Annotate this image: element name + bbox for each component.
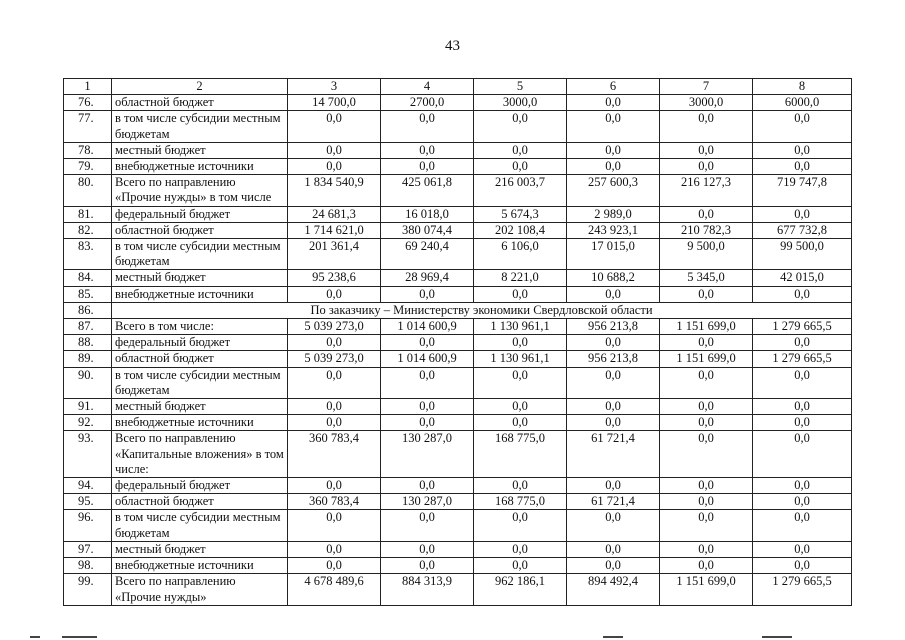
- header-cell: 3: [288, 79, 381, 95]
- table-body: [64, 79, 852, 606]
- table-row: [64, 335, 852, 351]
- header-cell: 6: [567, 79, 660, 95]
- row-label-cell: внебюджетные источники: [112, 415, 288, 431]
- value-cell: 0,0: [474, 335, 567, 351]
- value-cell: 0,0: [381, 558, 474, 574]
- row-label-cell: областной бюджет: [112, 95, 288, 111]
- value-cell: 1 279 665,5: [753, 351, 852, 367]
- row-label-cell: местный бюджет: [112, 541, 288, 557]
- value-cell: 5 039 273,0: [288, 351, 381, 367]
- value-cell: 2 989,0: [567, 206, 660, 222]
- value-cell: 0,0: [660, 541, 753, 557]
- value-cell: 0,0: [474, 367, 567, 398]
- value-cell: 8 221,0: [474, 270, 567, 286]
- value-cell: 0,0: [660, 367, 753, 398]
- value-cell: 1 014 600,9: [381, 351, 474, 367]
- row-label-cell: областной бюджет: [112, 222, 288, 238]
- value-cell: 0,0: [567, 541, 660, 557]
- header-cell: 8: [753, 79, 852, 95]
- value-cell: 0,0: [567, 367, 660, 398]
- value-cell: 0,0: [381, 415, 474, 431]
- value-cell: 0,0: [288, 415, 381, 431]
- value-cell: 42 015,0: [753, 270, 852, 286]
- value-cell: 5 039 273,0: [288, 319, 381, 335]
- row-label-cell: в том числе субсидии местным бюджетам: [112, 239, 288, 270]
- value-cell: 5 345,0: [660, 270, 753, 286]
- section-title-cell: По заказчику – Министерству экономики Свердловской области: [112, 302, 852, 318]
- table-row: [64, 415, 852, 431]
- value-cell: 0,0: [660, 206, 753, 222]
- value-cell: 0,0: [753, 286, 852, 302]
- header-cell: 5: [474, 79, 567, 95]
- row-label-cell: федеральный бюджет: [112, 206, 288, 222]
- value-cell: 0,0: [753, 478, 852, 494]
- value-cell: 216 127,3: [660, 175, 753, 206]
- table-row: [64, 111, 852, 142]
- row-number-cell: 97.: [64, 541, 112, 557]
- value-cell: 130 287,0: [381, 431, 474, 478]
- value-cell: 0,0: [567, 95, 660, 111]
- value-cell: 0,0: [288, 142, 381, 158]
- value-cell: 0,0: [567, 335, 660, 351]
- row-number-cell: 95.: [64, 494, 112, 510]
- row-number-cell: 79.: [64, 159, 112, 175]
- value-cell: 202 108,4: [474, 222, 567, 238]
- row-label-cell: в том числе субсидии местным бюджетам: [112, 367, 288, 398]
- table-row: [64, 142, 852, 158]
- value-cell: 0,0: [660, 286, 753, 302]
- value-cell: 4 678 489,6: [288, 574, 381, 605]
- row-label-cell: местный бюджет: [112, 142, 288, 158]
- table-row: [64, 399, 852, 415]
- page-number: 43: [445, 38, 460, 54]
- value-cell: 0,0: [288, 478, 381, 494]
- value-cell: 0,0: [753, 142, 852, 158]
- value-cell: 1 014 600,9: [381, 319, 474, 335]
- value-cell: 0,0: [567, 142, 660, 158]
- value-cell: 0,0: [474, 510, 567, 541]
- value-cell: 6 106,0: [474, 239, 567, 270]
- row-label-cell: местный бюджет: [112, 399, 288, 415]
- value-cell: 0,0: [288, 159, 381, 175]
- value-cell: 0,0: [381, 367, 474, 398]
- value-cell: 216 003,7: [474, 175, 567, 206]
- value-cell: 719 747,8: [753, 175, 852, 206]
- value-cell: 0,0: [474, 111, 567, 142]
- value-cell: 894 492,4: [567, 574, 660, 605]
- value-cell: 0,0: [381, 478, 474, 494]
- row-label-cell: Всего по направлению «Прочие нужды» в том числе: [112, 175, 288, 206]
- value-cell: 0,0: [567, 558, 660, 574]
- value-cell: 0,0: [288, 286, 381, 302]
- row-label-cell: федеральный бюджет: [112, 335, 288, 351]
- value-cell: 0,0: [753, 541, 852, 557]
- row-number-cell: 93.: [64, 431, 112, 478]
- value-cell: 0,0: [660, 510, 753, 541]
- value-cell: 0,0: [474, 541, 567, 557]
- table-row: [64, 270, 852, 286]
- value-cell: 0,0: [381, 335, 474, 351]
- row-label-cell: внебюджетные источники: [112, 558, 288, 574]
- row-number-cell: 88.: [64, 335, 112, 351]
- row-number-cell: 76.: [64, 95, 112, 111]
- value-cell: 0,0: [288, 558, 381, 574]
- value-cell: 956 213,8: [567, 319, 660, 335]
- value-cell: 956 213,8: [567, 351, 660, 367]
- row-number-cell: 98.: [64, 558, 112, 574]
- value-cell: 962 186,1: [474, 574, 567, 605]
- value-cell: 0,0: [288, 541, 381, 557]
- table-header-row: [64, 79, 852, 95]
- value-cell: 5 674,3: [474, 206, 567, 222]
- value-cell: 0,0: [660, 431, 753, 478]
- value-cell: 16 018,0: [381, 206, 474, 222]
- row-number-cell: 84.: [64, 270, 112, 286]
- value-cell: 1 151 699,0: [660, 319, 753, 335]
- value-cell: 1 151 699,0: [660, 574, 753, 605]
- value-cell: 677 732,8: [753, 222, 852, 238]
- row-number-cell: 82.: [64, 222, 112, 238]
- value-cell: 168 775,0: [474, 494, 567, 510]
- value-cell: 0,0: [474, 415, 567, 431]
- value-cell: 69 240,4: [381, 239, 474, 270]
- value-cell: 0,0: [381, 399, 474, 415]
- row-number-cell: 78.: [64, 142, 112, 158]
- value-cell: 1 151 699,0: [660, 351, 753, 367]
- value-cell: 0,0: [288, 367, 381, 398]
- row-number-cell: 85.: [64, 286, 112, 302]
- value-cell: 1 714 621,0: [288, 222, 381, 238]
- row-number-cell: 80.: [64, 175, 112, 206]
- value-cell: 0,0: [753, 367, 852, 398]
- value-cell: 0,0: [660, 399, 753, 415]
- table-row: [64, 175, 852, 206]
- value-cell: 0,0: [753, 431, 852, 478]
- row-number-cell: 81.: [64, 206, 112, 222]
- table-row: [64, 431, 852, 478]
- value-cell: 3000,0: [474, 95, 567, 111]
- value-cell: 130 287,0: [381, 494, 474, 510]
- value-cell: 0,0: [567, 399, 660, 415]
- row-label-cell: внебюджетные источники: [112, 159, 288, 175]
- value-cell: 0,0: [474, 142, 567, 158]
- value-cell: 201 361,4: [288, 239, 381, 270]
- table-row: [64, 159, 852, 175]
- value-cell: 0,0: [753, 206, 852, 222]
- value-cell: 0,0: [288, 399, 381, 415]
- value-cell: 0,0: [474, 286, 567, 302]
- row-label-cell: федеральный бюджет: [112, 478, 288, 494]
- table-row: [64, 222, 852, 238]
- header-cell: 4: [381, 79, 474, 95]
- value-cell: 1 130 961,1: [474, 319, 567, 335]
- row-label-cell: внебюджетные источники: [112, 286, 288, 302]
- value-cell: 0,0: [753, 399, 852, 415]
- value-cell: 0,0: [474, 478, 567, 494]
- page-bottom-edge-marks: [0, 634, 905, 640]
- value-cell: 9 500,0: [660, 239, 753, 270]
- edge-mark: [62, 636, 97, 638]
- value-cell: 0,0: [288, 510, 381, 541]
- value-cell: 17 015,0: [567, 239, 660, 270]
- value-cell: 380 074,4: [381, 222, 474, 238]
- row-label-cell: Всего по направлению «Прочие нужды»: [112, 574, 288, 605]
- table-row: [64, 494, 852, 510]
- table-row: [64, 206, 852, 222]
- row-label-cell: областной бюджет: [112, 494, 288, 510]
- value-cell: 0,0: [567, 159, 660, 175]
- value-cell: 243 923,1: [567, 222, 660, 238]
- value-cell: 0,0: [381, 111, 474, 142]
- value-cell: 0,0: [660, 111, 753, 142]
- value-cell: 1 279 665,5: [753, 319, 852, 335]
- value-cell: 14 700,0: [288, 95, 381, 111]
- value-cell: 0,0: [381, 159, 474, 175]
- edge-mark: [762, 636, 792, 638]
- table-row: [64, 574, 852, 605]
- value-cell: 24 681,3: [288, 206, 381, 222]
- value-cell: 99 500,0: [753, 239, 852, 270]
- row-label-cell: Всего по направлению «Капитальные вложения» в том числе:: [112, 431, 288, 478]
- row-number-cell: 99.: [64, 574, 112, 605]
- table-row: [64, 239, 852, 270]
- value-cell: 28 969,4: [381, 270, 474, 286]
- value-cell: 3000,0: [660, 95, 753, 111]
- value-cell: 0,0: [381, 142, 474, 158]
- table-row: [64, 95, 852, 111]
- table-row: [64, 541, 852, 557]
- table-row: [64, 367, 852, 398]
- table-row: [64, 510, 852, 541]
- value-cell: 884 313,9: [381, 574, 474, 605]
- value-cell: 0,0: [567, 111, 660, 142]
- value-cell: 0,0: [660, 558, 753, 574]
- row-number-cell: 89.: [64, 351, 112, 367]
- budget-table: [63, 78, 852, 606]
- row-label-cell: в том числе субсидии местным бюджетам: [112, 510, 288, 541]
- value-cell: 257 600,3: [567, 175, 660, 206]
- value-cell: 0,0: [474, 558, 567, 574]
- table-row: [64, 351, 852, 367]
- row-number-cell: 96.: [64, 510, 112, 541]
- value-cell: 1 279 665,5: [753, 574, 852, 605]
- row-number-cell: 90.: [64, 367, 112, 398]
- value-cell: 0,0: [753, 510, 852, 541]
- value-cell: 0,0: [567, 286, 660, 302]
- row-number-cell: 94.: [64, 478, 112, 494]
- row-number-cell: 87.: [64, 319, 112, 335]
- row-number-cell: 83.: [64, 239, 112, 270]
- value-cell: 1 130 961,1: [474, 351, 567, 367]
- table-row: [64, 478, 852, 494]
- value-cell: 0,0: [381, 541, 474, 557]
- value-cell: 0,0: [474, 399, 567, 415]
- table-row: [64, 286, 852, 302]
- value-cell: 2700,0: [381, 95, 474, 111]
- value-cell: 0,0: [660, 415, 753, 431]
- row-number-cell: 86.: [64, 302, 112, 318]
- value-cell: 0,0: [660, 478, 753, 494]
- value-cell: 0,0: [567, 510, 660, 541]
- row-number-cell: 92.: [64, 415, 112, 431]
- header-cell: 1: [64, 79, 112, 95]
- table-row: [64, 558, 852, 574]
- value-cell: 95 238,6: [288, 270, 381, 286]
- value-cell: 0,0: [753, 335, 852, 351]
- value-cell: 0,0: [567, 478, 660, 494]
- value-cell: 0,0: [660, 159, 753, 175]
- row-label-cell: Всего в том числе:: [112, 319, 288, 335]
- value-cell: 360 783,4: [288, 494, 381, 510]
- value-cell: 360 783,4: [288, 431, 381, 478]
- value-cell: 210 782,3: [660, 222, 753, 238]
- value-cell: 0,0: [753, 494, 852, 510]
- row-number-cell: 91.: [64, 399, 112, 415]
- value-cell: 0,0: [660, 335, 753, 351]
- row-label-cell: в том числе субсидии местным бюджетам: [112, 111, 288, 142]
- value-cell: 0,0: [288, 335, 381, 351]
- value-cell: 61 721,4: [567, 431, 660, 478]
- edge-mark: [30, 636, 40, 638]
- value-cell: 0,0: [753, 558, 852, 574]
- edge-mark: [603, 636, 623, 638]
- section-row: [64, 302, 852, 318]
- value-cell: 61 721,4: [567, 494, 660, 510]
- value-cell: 0,0: [753, 111, 852, 142]
- value-cell: 10 688,2: [567, 270, 660, 286]
- value-cell: 0,0: [753, 159, 852, 175]
- value-cell: 0,0: [753, 415, 852, 431]
- value-cell: 1 834 540,9: [288, 175, 381, 206]
- row-number-cell: 77.: [64, 111, 112, 142]
- value-cell: 0,0: [567, 415, 660, 431]
- value-cell: 0,0: [288, 111, 381, 142]
- row-label-cell: областной бюджет: [112, 351, 288, 367]
- value-cell: 168 775,0: [474, 431, 567, 478]
- header-cell: 2: [112, 79, 288, 95]
- table-row: [64, 319, 852, 335]
- value-cell: 425 061,8: [381, 175, 474, 206]
- value-cell: 0,0: [474, 159, 567, 175]
- row-label-cell: местный бюджет: [112, 270, 288, 286]
- value-cell: 0,0: [660, 142, 753, 158]
- value-cell: 6000,0: [753, 95, 852, 111]
- value-cell: 0,0: [381, 510, 474, 541]
- value-cell: 0,0: [660, 494, 753, 510]
- header-cell: 7: [660, 79, 753, 95]
- value-cell: 0,0: [381, 286, 474, 302]
